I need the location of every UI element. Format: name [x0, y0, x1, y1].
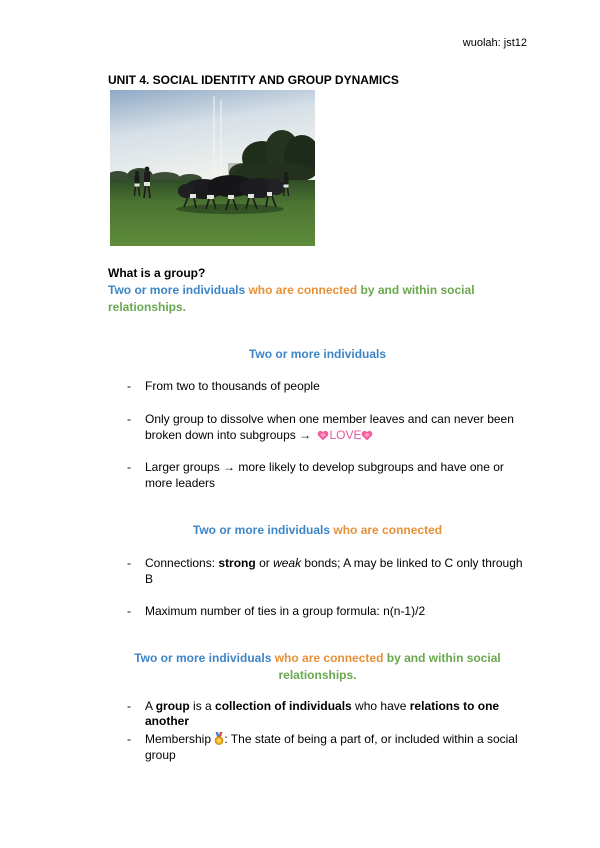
love-text: LOVE [329, 428, 362, 442]
bullet-text: : The state of being a part of, or included within a social [224, 732, 518, 746]
definition-connected: who are connected [245, 283, 358, 297]
bold-term: group [155, 699, 190, 713]
bullet-text: A [145, 699, 156, 713]
bold-term: collection of individuals [215, 699, 352, 713]
heart-icon [317, 430, 329, 441]
bullet-marker: - [127, 460, 131, 474]
bullet-text: or [255, 556, 274, 570]
heading-social: by and within social [383, 651, 501, 665]
bullet-text: Connections: [145, 556, 219, 570]
bullet-text: Larger groups → more likely to develop subgroups and have one or [145, 460, 504, 474]
bullet-item [127, 411, 527, 443]
section-heading-individuals [108, 346, 527, 362]
bullet-item [127, 378, 527, 394]
section-question: What is a group? [108, 266, 206, 280]
section-heading-connected [108, 522, 527, 538]
bold-term: another [145, 714, 190, 728]
definition-relationships: relationships. [108, 300, 187, 314]
section-heading-relationships [108, 650, 527, 684]
bullet-marker: - [127, 699, 131, 713]
bullet-text: group [145, 748, 176, 762]
bullet-item [127, 731, 527, 763]
bullet-item [127, 555, 527, 587]
heading-individuals: Two or more individuals [134, 651, 272, 665]
bullet-marker: - [127, 604, 131, 618]
bullet-text: From two to thousands of people [145, 379, 320, 393]
heart-icon [361, 430, 373, 441]
heading-individuals: Two or more individuals [248, 347, 387, 361]
bold-term: strong [218, 556, 256, 570]
bullet-text: Membership [145, 732, 215, 746]
bullet-text: who have [351, 699, 410, 713]
group-definition [108, 282, 475, 316]
heading-individuals: Two or more individuals [192, 523, 331, 537]
heading-connected: who are connected [330, 523, 443, 537]
bullet-text: Maximum number of ties in a group formula: n(n-1)/2 [145, 604, 426, 618]
unit-title: UNIT 4. SOCIAL IDENTITY AND GROUP DYNAMICS [108, 73, 399, 87]
heading-relationships: relationships. [278, 668, 357, 682]
bullet-marker: - [127, 556, 131, 570]
heading-connected: who are connected [271, 651, 384, 665]
bullet-marker: - [127, 732, 131, 746]
rugby-scrum-photo [110, 90, 315, 246]
bullet-marker: - [127, 412, 131, 426]
bullet-item [127, 459, 527, 491]
definition-individuals: Two or more individuals [108, 283, 246, 297]
bullet-text: Only group to dissolve when one member leaves and can never been [145, 412, 514, 426]
bullet-text: B [145, 572, 154, 586]
bold-term: relations to one [409, 699, 500, 713]
bullet-text: more leaders [145, 476, 216, 490]
watermark: wuolah: jst12 [462, 37, 527, 49]
bullet-marker: - [127, 379, 131, 393]
photo-drawing [110, 90, 315, 246]
bullet-text: bonds; A may be linked to C only through [301, 556, 523, 570]
italic-term: weak [273, 556, 302, 570]
bullet-text: is a [189, 699, 216, 713]
bullet-item [127, 699, 527, 729]
bullet-text: broken down into subgroups → [145, 428, 315, 442]
medal-icon [214, 732, 224, 745]
definition-social: by and within social [357, 283, 475, 297]
bullet-item [127, 603, 527, 619]
